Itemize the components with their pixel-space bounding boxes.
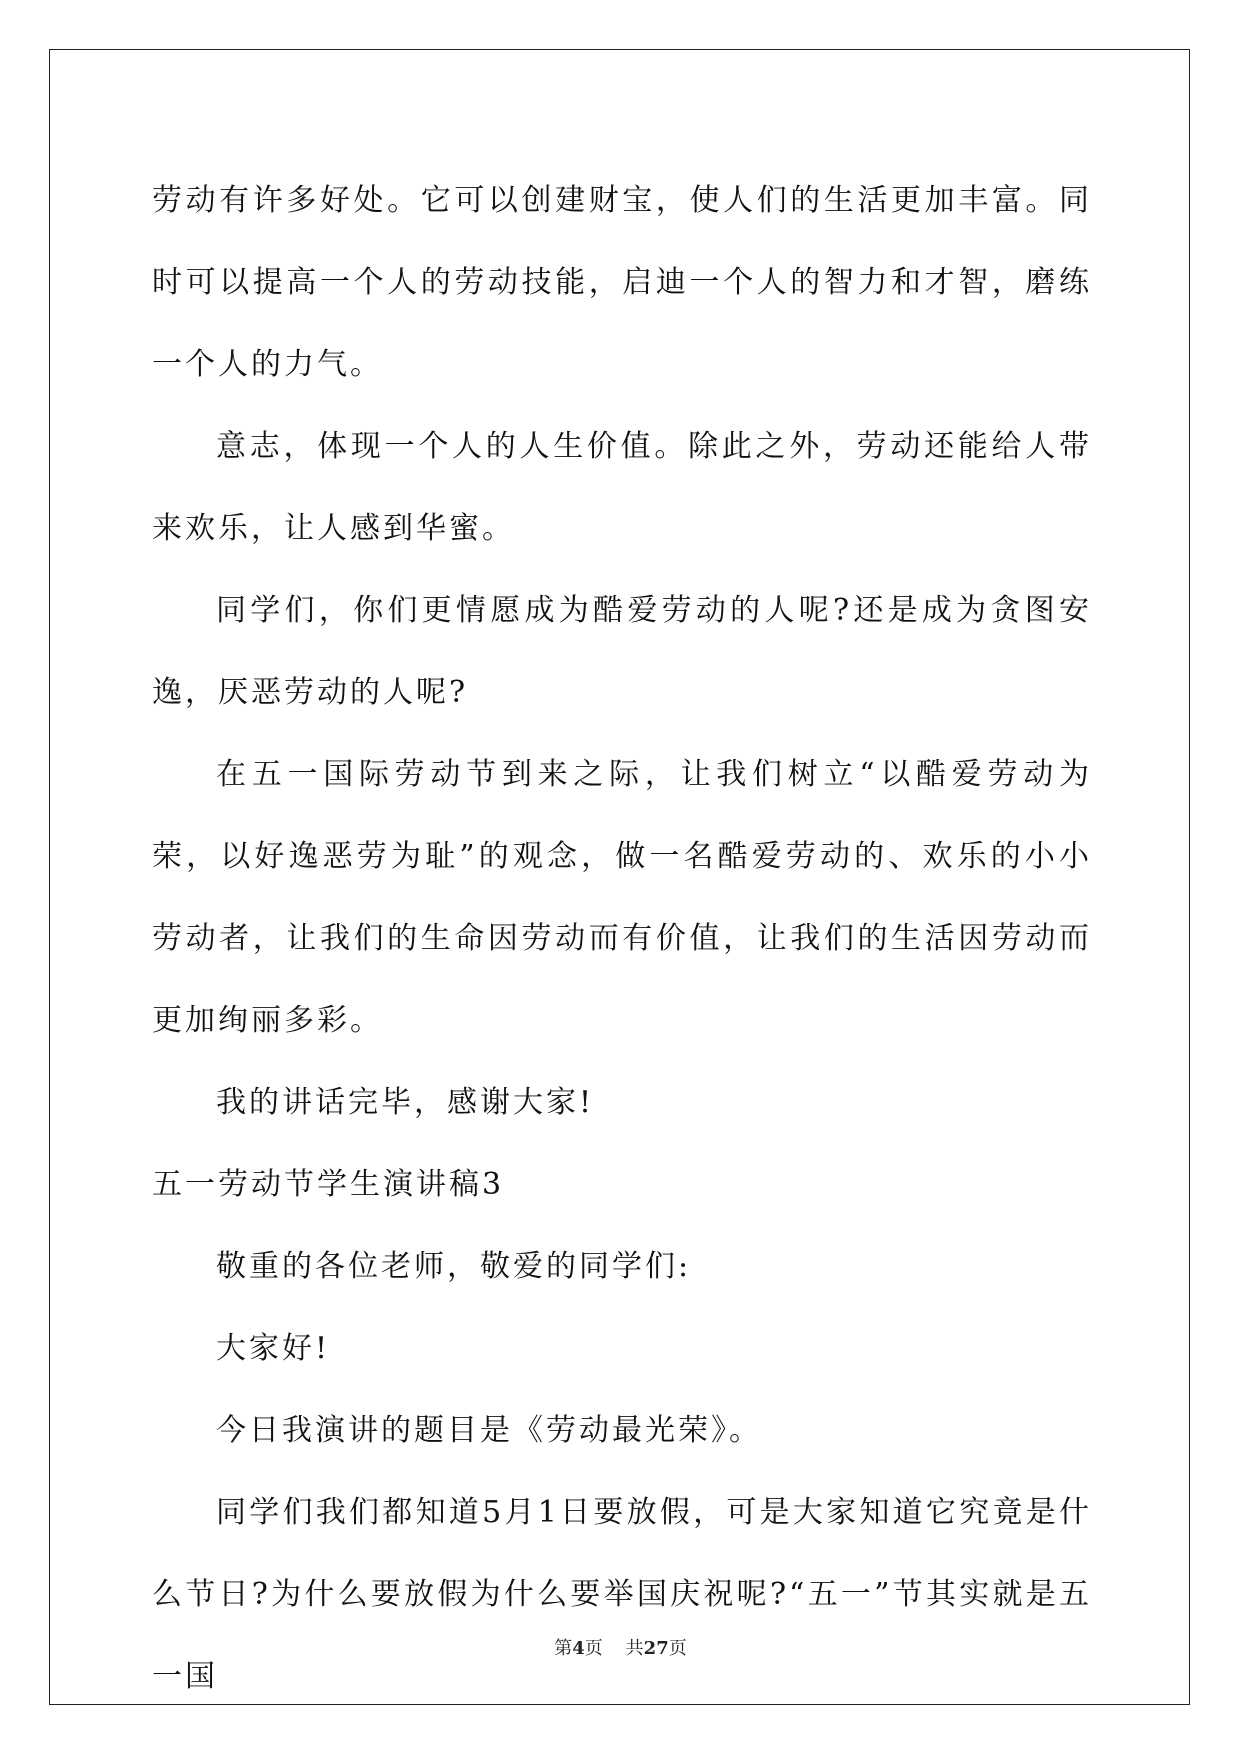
footer-total-suffix: 页 xyxy=(668,1638,687,1659)
footer-page-suffix: 页 xyxy=(584,1638,603,1659)
paragraph-last: 同学们我们都知道5月1日要放假，可是大家知道它究竟是什么节日?为什么要放假为什么要举国庆祝呢?“五一”节其实就是五一国 xyxy=(152,1495,1092,1694)
paragraph-1: 劳动有许多好处。它可以创建财宝，使人们的生活更加丰富。同时可以提高一个人的劳动技能，启迪一个人的智力和才智，磨练一个人的力气。 xyxy=(152,183,1092,382)
footer-prefix: 第 xyxy=(554,1638,573,1659)
footer-total-prefix: 共 xyxy=(625,1638,644,1659)
section-heading: 五一劳动节学生演讲稿3 xyxy=(152,1167,505,1202)
paragraph-4: 在五一国际劳动节到来之际，让我们树立“以酷爱劳动为荣，以好逸恶劳为耻”的观念，做一名酷爱劳动的、欢乐的小小劳动者，让我们的生命因劳动而有价值，让我们的生活因劳动而更加绚丽多彩。 xyxy=(152,757,1092,1038)
paragraph-greeting: 大家好! xyxy=(216,1331,331,1366)
paragraph-3: 同学们，你们更情愿成为酷爱劳动的人呢?还是成为贪图安逸，厌恶劳动的人呢? xyxy=(152,593,1092,710)
paragraph-salutation: 敬重的各位老师，敬爱的同学们: xyxy=(216,1249,692,1284)
paragraph-5: 我的讲话完毕，感谢大家! xyxy=(216,1085,595,1120)
paragraph-topic: 今日我演讲的题目是《劳动最光荣》。 xyxy=(216,1413,762,1448)
page-number: 4 xyxy=(572,1638,585,1659)
total-pages: 27 xyxy=(643,1638,669,1659)
paragraph-2: 意志，体现一个人的人生价值。除此之外，劳动还能给人带来欢乐，让人感到华蜜。 xyxy=(152,429,1092,546)
page-footer xyxy=(0,1634,1241,1660)
document-body xyxy=(152,160,1092,1718)
